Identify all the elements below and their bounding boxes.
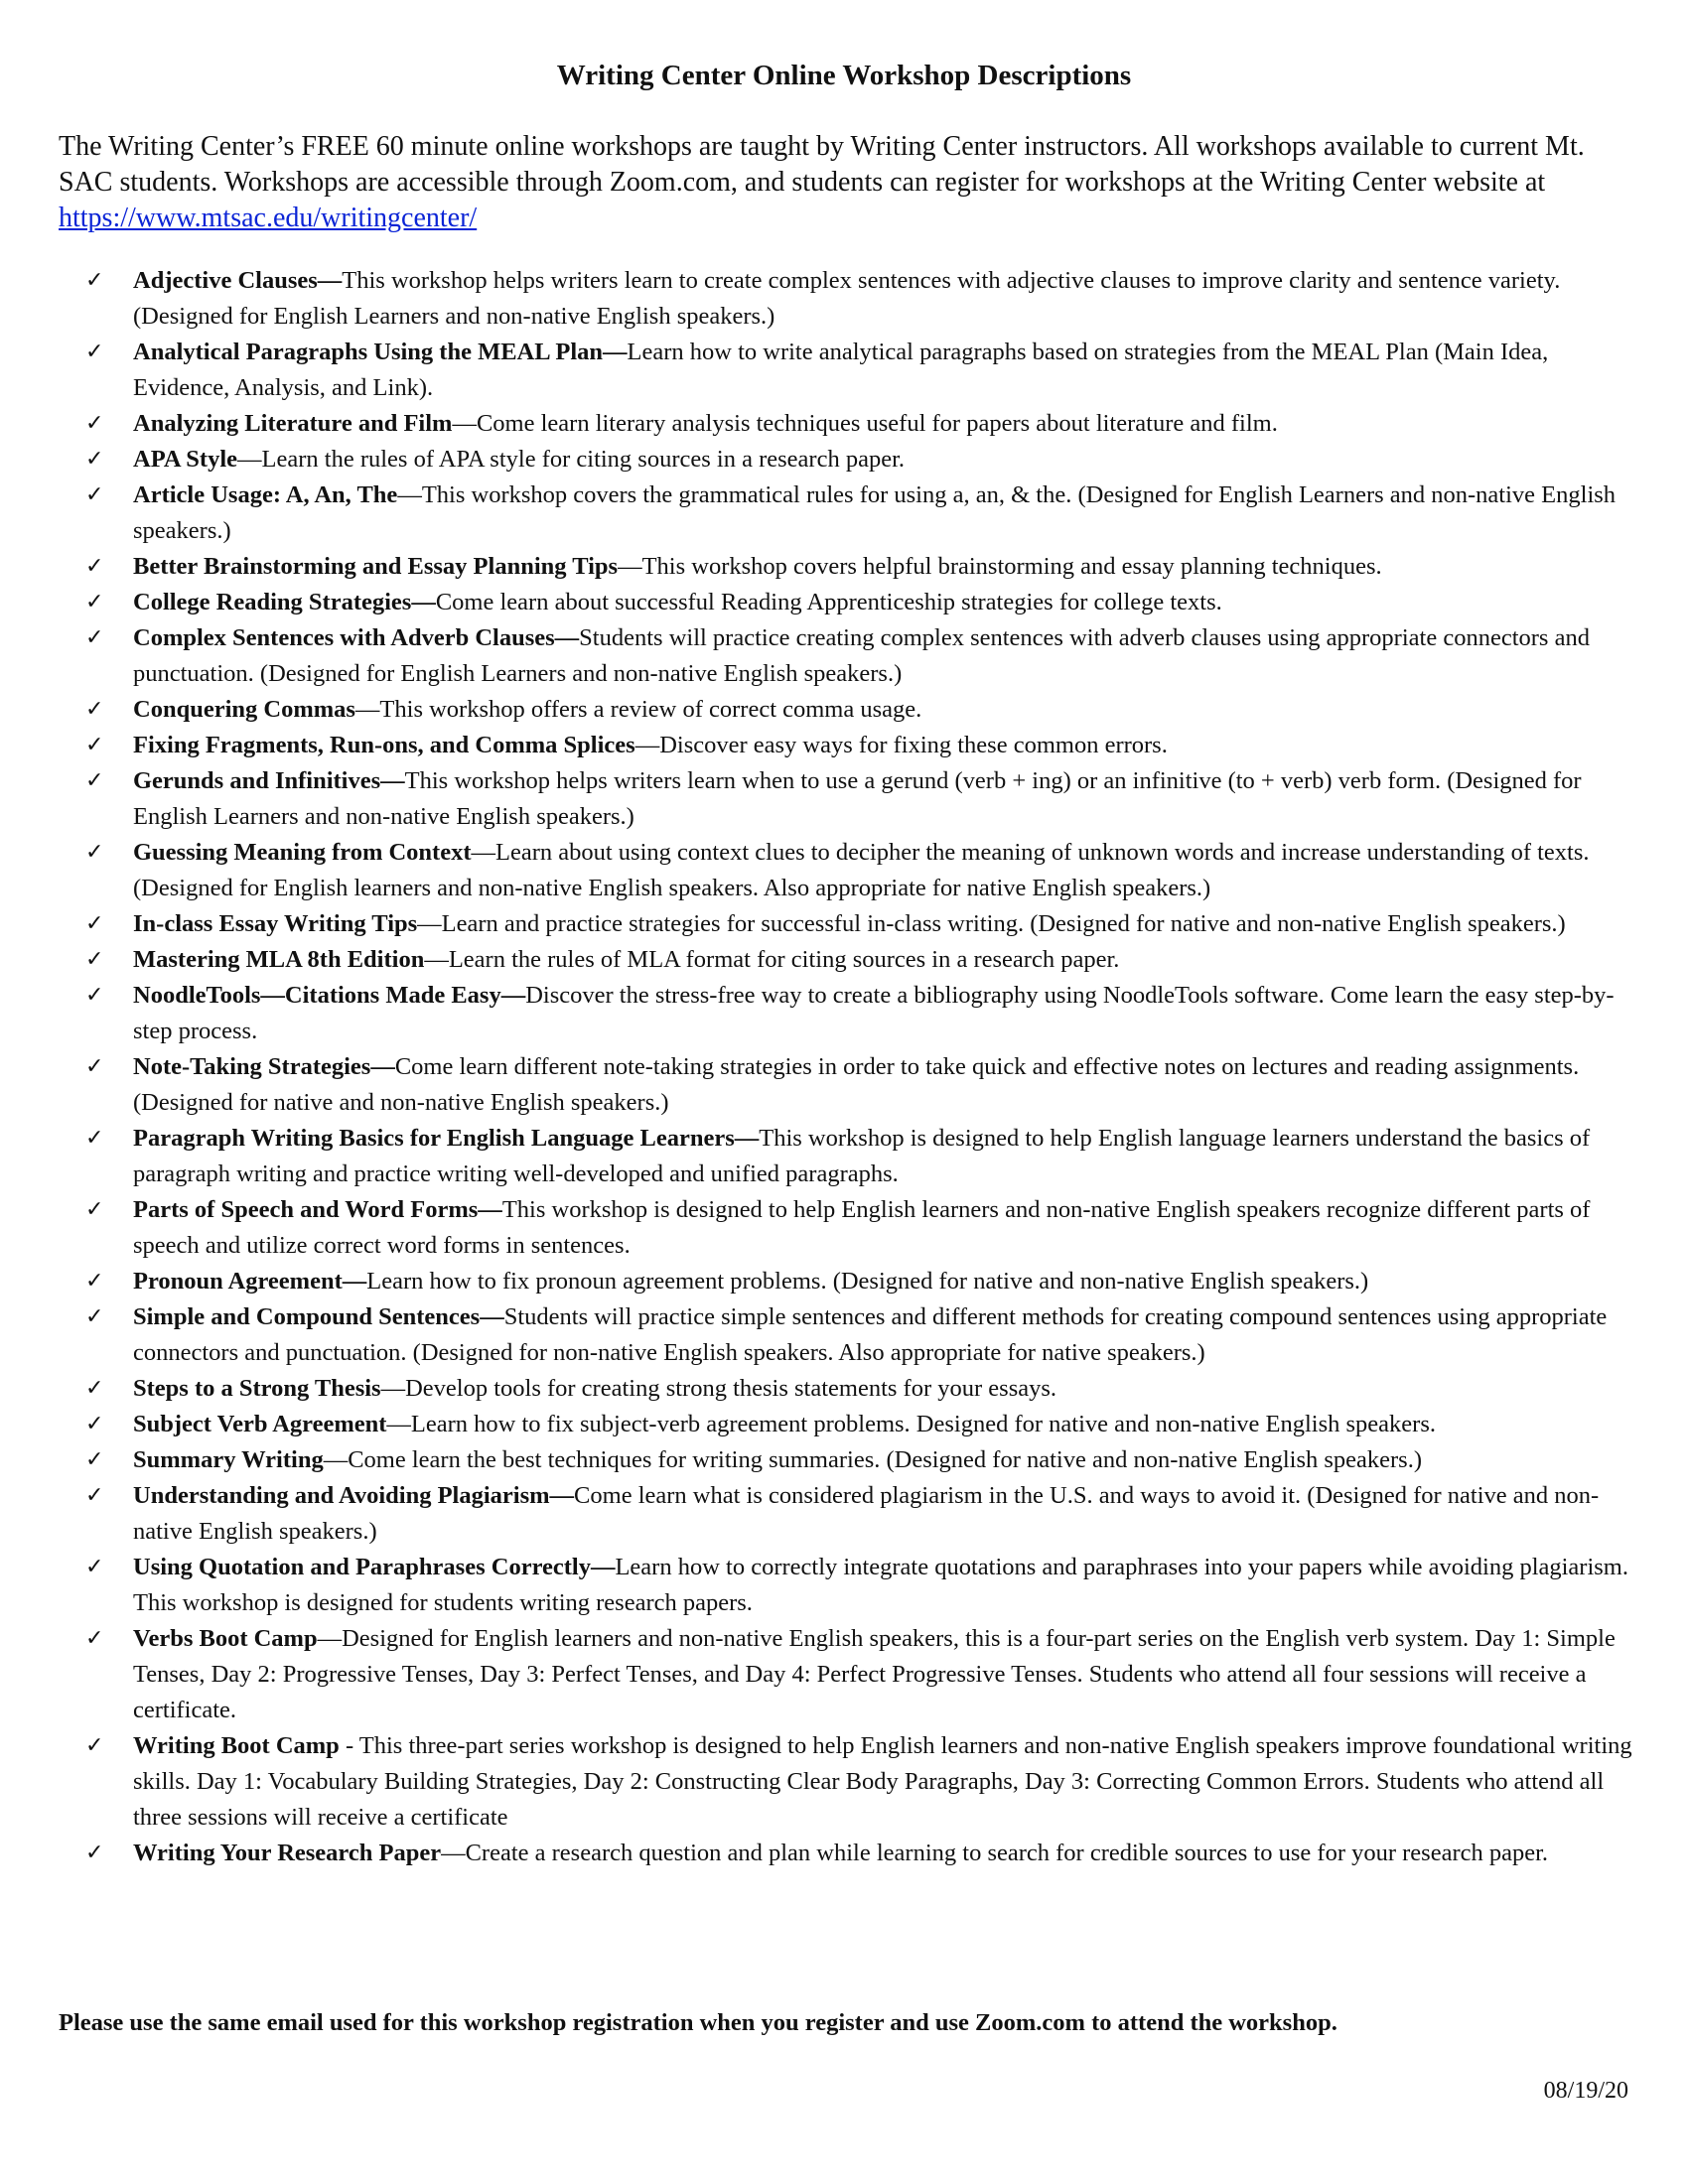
workshop-item: [0, 442, 1688, 478]
workshop-name: APA Style: [133, 446, 238, 473]
workshop-name: Simple and Compound Sentences—: [133, 1303, 504, 1330]
checkmark-icon: ✓: [85, 1841, 104, 1865]
workshop-description: Come learn different note-taking strategies in order to take quick and effective notes on lectures and reading assignments. (Designed for native and non-native English speakers.): [133, 1053, 1580, 1116]
checkmark-icon: ✓: [85, 733, 104, 757]
workshop-description: —Learn the rules of MLA format for citing sources in a research paper.: [424, 946, 1120, 973]
checkmark-icon: ✓: [85, 447, 104, 472]
checkmark-icon: ✓: [85, 1376, 104, 1401]
workshop-description: - This three-part series workshop is designed to help English learners and non-native English speakers improve foundational writing skills. Day 1: Vocabulary Building Strategies, Day 2: Constructing Clear Body Paragraphs, Day 3: Correcting Common Errors. Students who attend all three sessions will receive a certificate: [133, 1732, 1632, 1831]
workshop-description: —Learn the rules of APA style for citing sources in a research paper.: [237, 446, 905, 473]
workshop-description: Come learn about successful Reading Apprenticeship strategies for college texts.: [435, 589, 1222, 615]
checkmark-icon: ✓: [85, 1733, 104, 1758]
workshop-name: Analyzing Literature and Film: [133, 410, 453, 437]
workshop-item: [0, 1299, 1688, 1371]
workshop-name: Steps to a Strong Thesis: [133, 1375, 381, 1402]
checkmark-icon: ✓: [85, 911, 104, 936]
checkmark-icon: ✓: [85, 1447, 104, 1472]
workshop-name: Subject Verb Agreement: [133, 1411, 387, 1437]
checkmark-icon: ✓: [85, 947, 104, 972]
workshop-name: Writing Your Research Paper: [133, 1840, 442, 1866]
workshop-name: Analytical Paragraphs Using the MEAL Plan—: [133, 339, 628, 365]
checkmark-icon: ✓: [85, 554, 104, 579]
checkmark-icon: ✓: [85, 340, 104, 364]
workshop-name: Summary Writing: [133, 1446, 324, 1473]
workshop-description: —This workshop covers the grammatical rules for using a, an, & the. (Designed for English Learners and non-native English speakers.): [133, 481, 1617, 544]
checkmark-icon: ✓: [85, 1483, 104, 1508]
workshop-name: In-class Essay Writing Tips: [133, 910, 418, 937]
workshop-item: [0, 1049, 1688, 1121]
intro-paragraph: [59, 129, 1627, 236]
workshop-name: Writing Boot Camp: [133, 1732, 340, 1759]
workshop-item: [0, 1121, 1688, 1192]
workshop-description: This workshop is designed to help English language learners understand the basics of paragraph writing and practice writing well-developed and unified paragraphs.: [133, 1125, 1591, 1187]
checkmark-icon: ✓: [85, 1626, 104, 1651]
checkmark-icon: ✓: [85, 1304, 104, 1329]
workshop-item: [0, 763, 1688, 835]
workshop-name: Paragraph Writing Basics for English Language Learners—: [133, 1125, 760, 1152]
workshop-description: Students will practice creating complex sentences with adverb clauses using appropriate connectors and punctuation. (Designed for English Learners and non-native English speakers.): [133, 624, 1590, 687]
workshop-description: Discover the stress-free way to create a bibliography using NoodleTools software. Come learn the easy step-by-step process.: [133, 982, 1615, 1044]
workshop-list: [0, 263, 1688, 1871]
workshop-item: [0, 1550, 1688, 1621]
workshop-item: [0, 1264, 1688, 1299]
workshop-description: —Come learn the best techniques for writing summaries. (Designed for native and non-native English speakers.): [323, 1446, 1422, 1473]
workshop-description: —Come learn literary analysis techniques useful for papers about literature and film.: [452, 410, 1278, 437]
workshop-description: Learn how to write analytical paragraphs based on strategies from the MEAL Plan (Main Idea, Evidence, Analysis, and Link).: [133, 339, 1549, 401]
workshop-item: [0, 1407, 1688, 1442]
workshop-name: Parts of Speech and Word Forms—: [133, 1196, 502, 1223]
workshop-item: [0, 1442, 1688, 1478]
workshop-item: [0, 978, 1688, 1049]
workshop-item: [0, 549, 1688, 585]
workshop-item: [0, 692, 1688, 728]
checkmark-icon: ✓: [85, 411, 104, 436]
workshop-description: —Learn and practice strategies for successful in-class writing. (Designed for native and non-native English speakers.): [417, 910, 1566, 937]
checkmark-icon: ✓: [85, 1412, 104, 1436]
workshop-item: [0, 620, 1688, 692]
checkmark-icon: ✓: [85, 1555, 104, 1579]
checkmark-icon: ✓: [85, 1197, 104, 1222]
workshop-item: [0, 942, 1688, 978]
workshop-description: Come learn what is considered plagiarism in the U.S. and ways to avoid it. (Designed for native and non-native English speakers.): [133, 1482, 1600, 1545]
workshop-item: [0, 835, 1688, 906]
checkmark-icon: ✓: [85, 840, 104, 865]
checkmark-icon: ✓: [85, 625, 104, 650]
workshop-name: Pronoun Agreement—: [133, 1268, 367, 1295]
workshop-name: Mastering MLA 8th Edition: [133, 946, 425, 973]
checkmark-icon: ✓: [85, 1126, 104, 1151]
checkmark-icon: ✓: [85, 1269, 104, 1294]
workshop-item: [0, 1371, 1688, 1407]
workshop-description: —This workshop covers helpful brainstorming and essay planning techniques.: [618, 553, 1382, 580]
workshop-item: [0, 263, 1688, 335]
checkmark-icon: ✓: [85, 268, 104, 293]
workshop-item: [0, 335, 1688, 406]
workshop-name: Adjective Clauses—: [133, 267, 343, 294]
workshop-name: Guessing Meaning from Context: [133, 839, 472, 866]
workshop-item: [0, 906, 1688, 942]
workshop-name: Better Brainstorming and Essay Planning Tips: [133, 553, 619, 580]
checkmark-icon: ✓: [85, 590, 104, 614]
workshop-item: [0, 1836, 1688, 1871]
workshop-name: Verbs Boot Camp: [133, 1625, 318, 1652]
writing-center-link[interactable]: https://www.mtsac.edu/writingcenter/: [59, 203, 478, 233]
workshop-description: —Develop tools for creating strong thesis statements for your essays.: [380, 1375, 1057, 1402]
checkmark-icon: ✓: [85, 768, 104, 793]
workshop-description: Students will practice simple sentences and different methods for creating compound sentences using appropriate connectors and punctuation. (Designed for non-native English speakers. Also appropriate for native speakers.): [133, 1303, 1608, 1366]
checkmark-icon: ✓: [85, 1054, 104, 1079]
workshop-name: College Reading Strategies—: [133, 589, 436, 615]
workshop-item: [0, 1192, 1688, 1264]
workshop-description: —This workshop offers a review of correct comma usage.: [354, 696, 922, 723]
workshop-item: [0, 585, 1688, 620]
workshop-description: —Discover easy ways for fixing these common errors.: [634, 732, 1168, 758]
workshop-item: [0, 728, 1688, 763]
checkmark-icon: ✓: [85, 482, 104, 507]
workshop-name: Article Usage: A, An, The: [133, 481, 398, 508]
workshop-name: Understanding and Avoiding Plagiarism—: [133, 1482, 575, 1509]
registration-note: Please use the same email used for this workshop registration when you register and use Zoom.com to attend the workshop.: [59, 2009, 1337, 2036]
workshop-name: Gerunds and Infinitives—: [133, 767, 405, 794]
workshop-item: [0, 1728, 1688, 1836]
workshop-description: —Learn how to fix subject-verb agreement problems. Designed for native and non-native English speakers.: [386, 1411, 1436, 1437]
document-date: 08/19/20: [1543, 2078, 1628, 2104]
workshop-item: [0, 1621, 1688, 1728]
intro-text: The Writing Center’s FREE 60 minute online workshops are taught by Writing Center instructors. All workshops available to current Mt. SAC students. Workshops are accessible through Zoom.com, and students can register for workshops at the Writing Center website at: [59, 131, 1585, 198]
workshop-description: Learn how to correctly integrate quotations and paraphrases into your papers while avoiding plagiarism. This workshop is designed for students writing research papers.: [133, 1554, 1628, 1616]
workshop-name: Note-Taking Strategies—: [133, 1053, 395, 1080]
workshop-name: NoodleTools—Citations Made Easy—: [133, 982, 526, 1009]
workshop-item: [0, 478, 1688, 549]
workshop-description: Learn how to fix pronoun agreement problems. (Designed for native and non-native English speakers.): [366, 1268, 1369, 1295]
checkmark-icon: ✓: [85, 983, 104, 1008]
workshop-description: —Designed for English learners and non-native English speakers, this is a four-part series on the English verb system. Day 1: Simple Tenses, Day 2: Progressive Tenses, Day 3: Perfect Tenses, and Day 4: Perfect Progressive Tenses. Students who attend all four sessions will receive a certificate.: [133, 1625, 1616, 1723]
workshop-description: This workshop helps writers learn to create complex sentences with adjective clauses to improve clarity and sentence variety. (Designed for English Learners and non-native English speakers.): [133, 267, 1561, 330]
workshop-item: [0, 406, 1688, 442]
workshop-description: —Create a research question and plan while learning to search for credible sources to use for your research paper.: [441, 1840, 1549, 1866]
workshop-description: —Learn about using context clues to decipher the meaning of unknown words and increase understanding of texts. (Designed for English learners and non-native English speakers. Also appropriate for native English speakers.): [133, 839, 1590, 901]
workshop-name: Fixing Fragments, Run-ons, and Comma Splices: [133, 732, 635, 758]
workshop-description: This workshop is designed to help English learners and non-native English speakers recognize different parts of speech and utilize correct word forms in sentences.: [133, 1196, 1591, 1259]
workshop-name: Using Quotation and Paraphrases Correctly—: [133, 1554, 616, 1580]
workshop-item: [0, 1478, 1688, 1550]
checkmark-icon: ✓: [85, 697, 104, 722]
workshop-name: Complex Sentences with Adverb Clauses—: [133, 624, 580, 651]
workshop-name: Conquering Commas: [133, 696, 355, 723]
workshop-description: This workshop helps writers learn when to use a gerund (verb + ing) or an infinitive (to + verb) verb form. (Designed for English Learners and non-native English speakers.): [133, 767, 1582, 830]
page-title: Writing Center Online Workshop Descriptions: [556, 60, 1132, 91]
